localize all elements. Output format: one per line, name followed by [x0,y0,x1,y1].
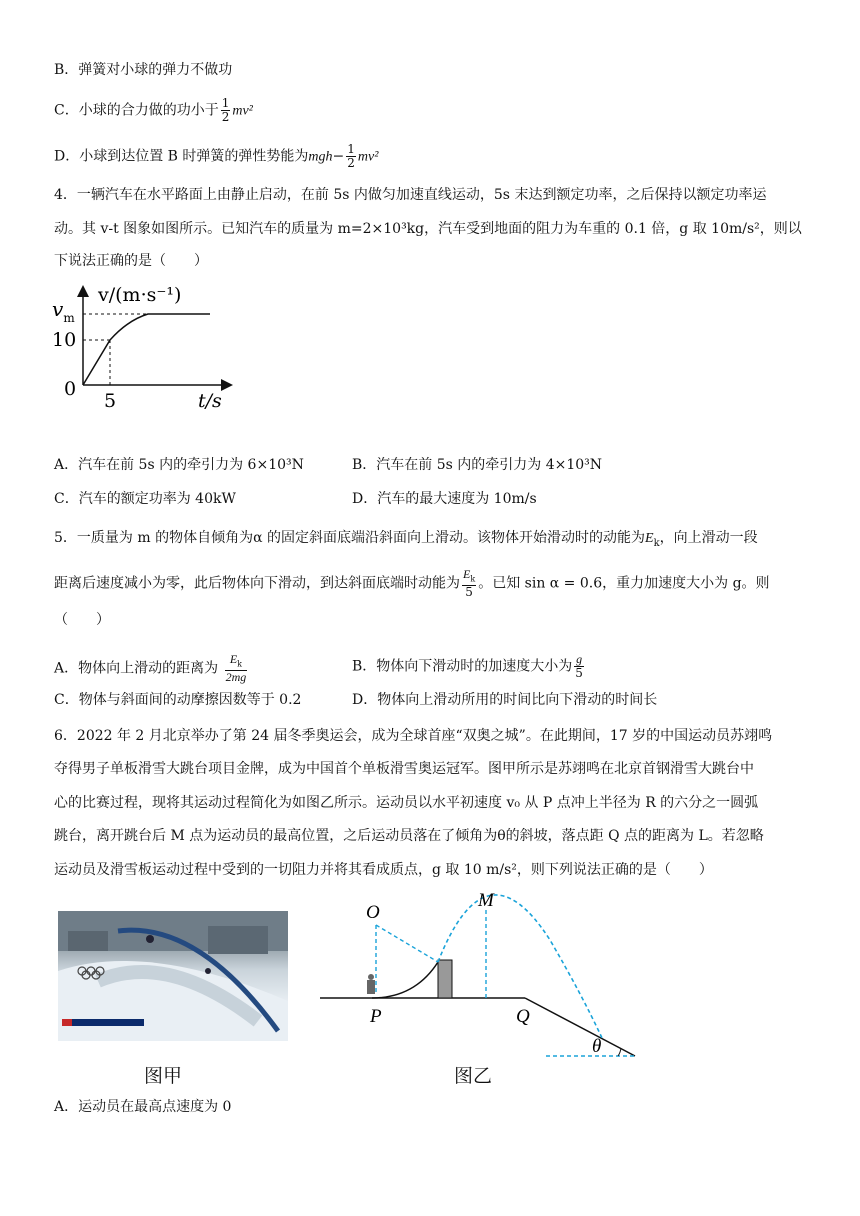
platform-block [438,960,452,998]
q4-option-c: C．汽车的额定功率为 40kW [54,491,236,507]
ski-jump-diagram [310,880,650,1060]
fraction: $\frac{1}{2}$ [221,96,230,124]
q6-stem-line2: 夺得男子单板滑雪大跳台项目金牌，成为中国首个单板滑雪奥运冠军。图甲所示是苏翊鸣在北京首钢滑雪大跳台中 [54,761,754,777]
q4-option-d: D．汽车的最大速度为 10m/s [352,491,537,507]
point-q-label: Q [516,1006,530,1027]
q5-option-d: D．物体向上滑动所用的时间比向下滑动的时间长 [352,692,658,708]
ski-jump-photo-art [58,911,288,1041]
q4-option-b: B．汽车在前 5s 内的牵引力为 4×10³N [352,457,603,473]
point-o-label: O [366,902,380,923]
q4-stem-line3: 下说法正确的是（ ） [54,253,208,269]
q3-option-c: C．小球的合力做的功小于 $\frac{1}{2}$ mv² [54,96,253,124]
tick-10: 10 [52,329,77,351]
arc-ramp [372,962,438,998]
x-axis-label: t/s [198,390,222,412]
q5-stem-line2: 距离后速度减小为零，此后物体向下滑动，到达斜面底端时动能为 $\frac{E_k}{5}$ 。已知 sin α = 0.6，重力加速度大小为 g。则 [54,567,770,600]
q5-option-c: C．物体与斜面间的动摩擦因数等于 0.2 [54,692,302,708]
radius-o-edge [376,925,438,962]
caption-figure-b: 图乙 [454,1065,493,1087]
q4-stem-line1: 4．一辆汽车在水平路面上由静止启动，在前 5s 内做匀加速直线运动，5s 末达到额定功率，之后保持以额定功率运 [54,187,767,203]
q5-stem-line3: （ ） [54,612,110,628]
q4-stem-line2: 动。其 v-t 图象如图所示。已知汽车的质量为 m=2×10³kg，汽车受到地面的阻力为车重的 0.1 倍，g 取 10m/s²，则以 [54,221,802,237]
vt-curve [83,314,210,385]
q5-stem-line1: 5．一质量为 m 的物体自倾角为α 的固定斜面底端沿斜面向上滑动。该物体开始滑动时的动能为$E_k$，向上滑动一段 [54,530,758,549]
vt-graph [50,280,250,420]
q5-option-b: B．物体向下滑动时的加速度大小为 $\frac{g}{5}$ [352,652,583,680]
theta-arc [618,1048,621,1056]
q6-stem-line1: 6．2022 年 2 月北京举办了第 24 届冬季奥运会，成为全球首座“双奥之城”。在此期间，17 岁的中国运动员苏翊鸣 [54,728,773,744]
origin-label: 0 [64,378,77,400]
q3-option-d: D．小球到达位置 B 时弹簧的弹性势能为mgh− $\frac{1}{2}$ mv² [54,142,379,170]
point-m-label: M [478,890,494,911]
q3-option-b: B．弹簧对小球的弹力不做功 [54,62,233,78]
vm-label: $v_m$ [52,297,75,325]
q6-stem-line3: 心的比赛过程，现将其运动过程简化为如图乙所示。运动员以水平初速度 v₀ 从 P 点冲上半径为 R 的六分之一圆弧 [54,795,759,811]
y-axis-label: v/(m·s⁻¹) [98,284,182,306]
q6-option-a: A．运动员在最高点速度为 0 [54,1099,232,1115]
q5-option-a: A．物体向上滑动的距离为 $\frac{E_k}{2mg}$ [54,652,247,685]
slope-line [525,998,635,1056]
q6-stem-line5: 运动员及滑雪板运动过程中受到的一切阻力并将其看成质点，g 取 10 m/s²，则下列说法正确的是（ ） [54,862,713,878]
skier-icon [367,974,375,994]
tick-5: 5 [104,390,117,412]
theta-label: θ [592,1036,602,1057]
point-p-label: P [370,1006,382,1027]
ski-jump-photo [58,911,288,1041]
caption-figure-a: 图甲 [144,1065,183,1087]
q4-option-a: A．汽车在前 5s 内的牵引力为 6×10³N [54,457,304,473]
q6-stem-line4: 跳台，离开跳台后 M 点为运动员的最高位置，之后运动员落在了倾角为θ的斜坡，落点距 Q 点的距离为 L。若忽略 [54,828,764,844]
